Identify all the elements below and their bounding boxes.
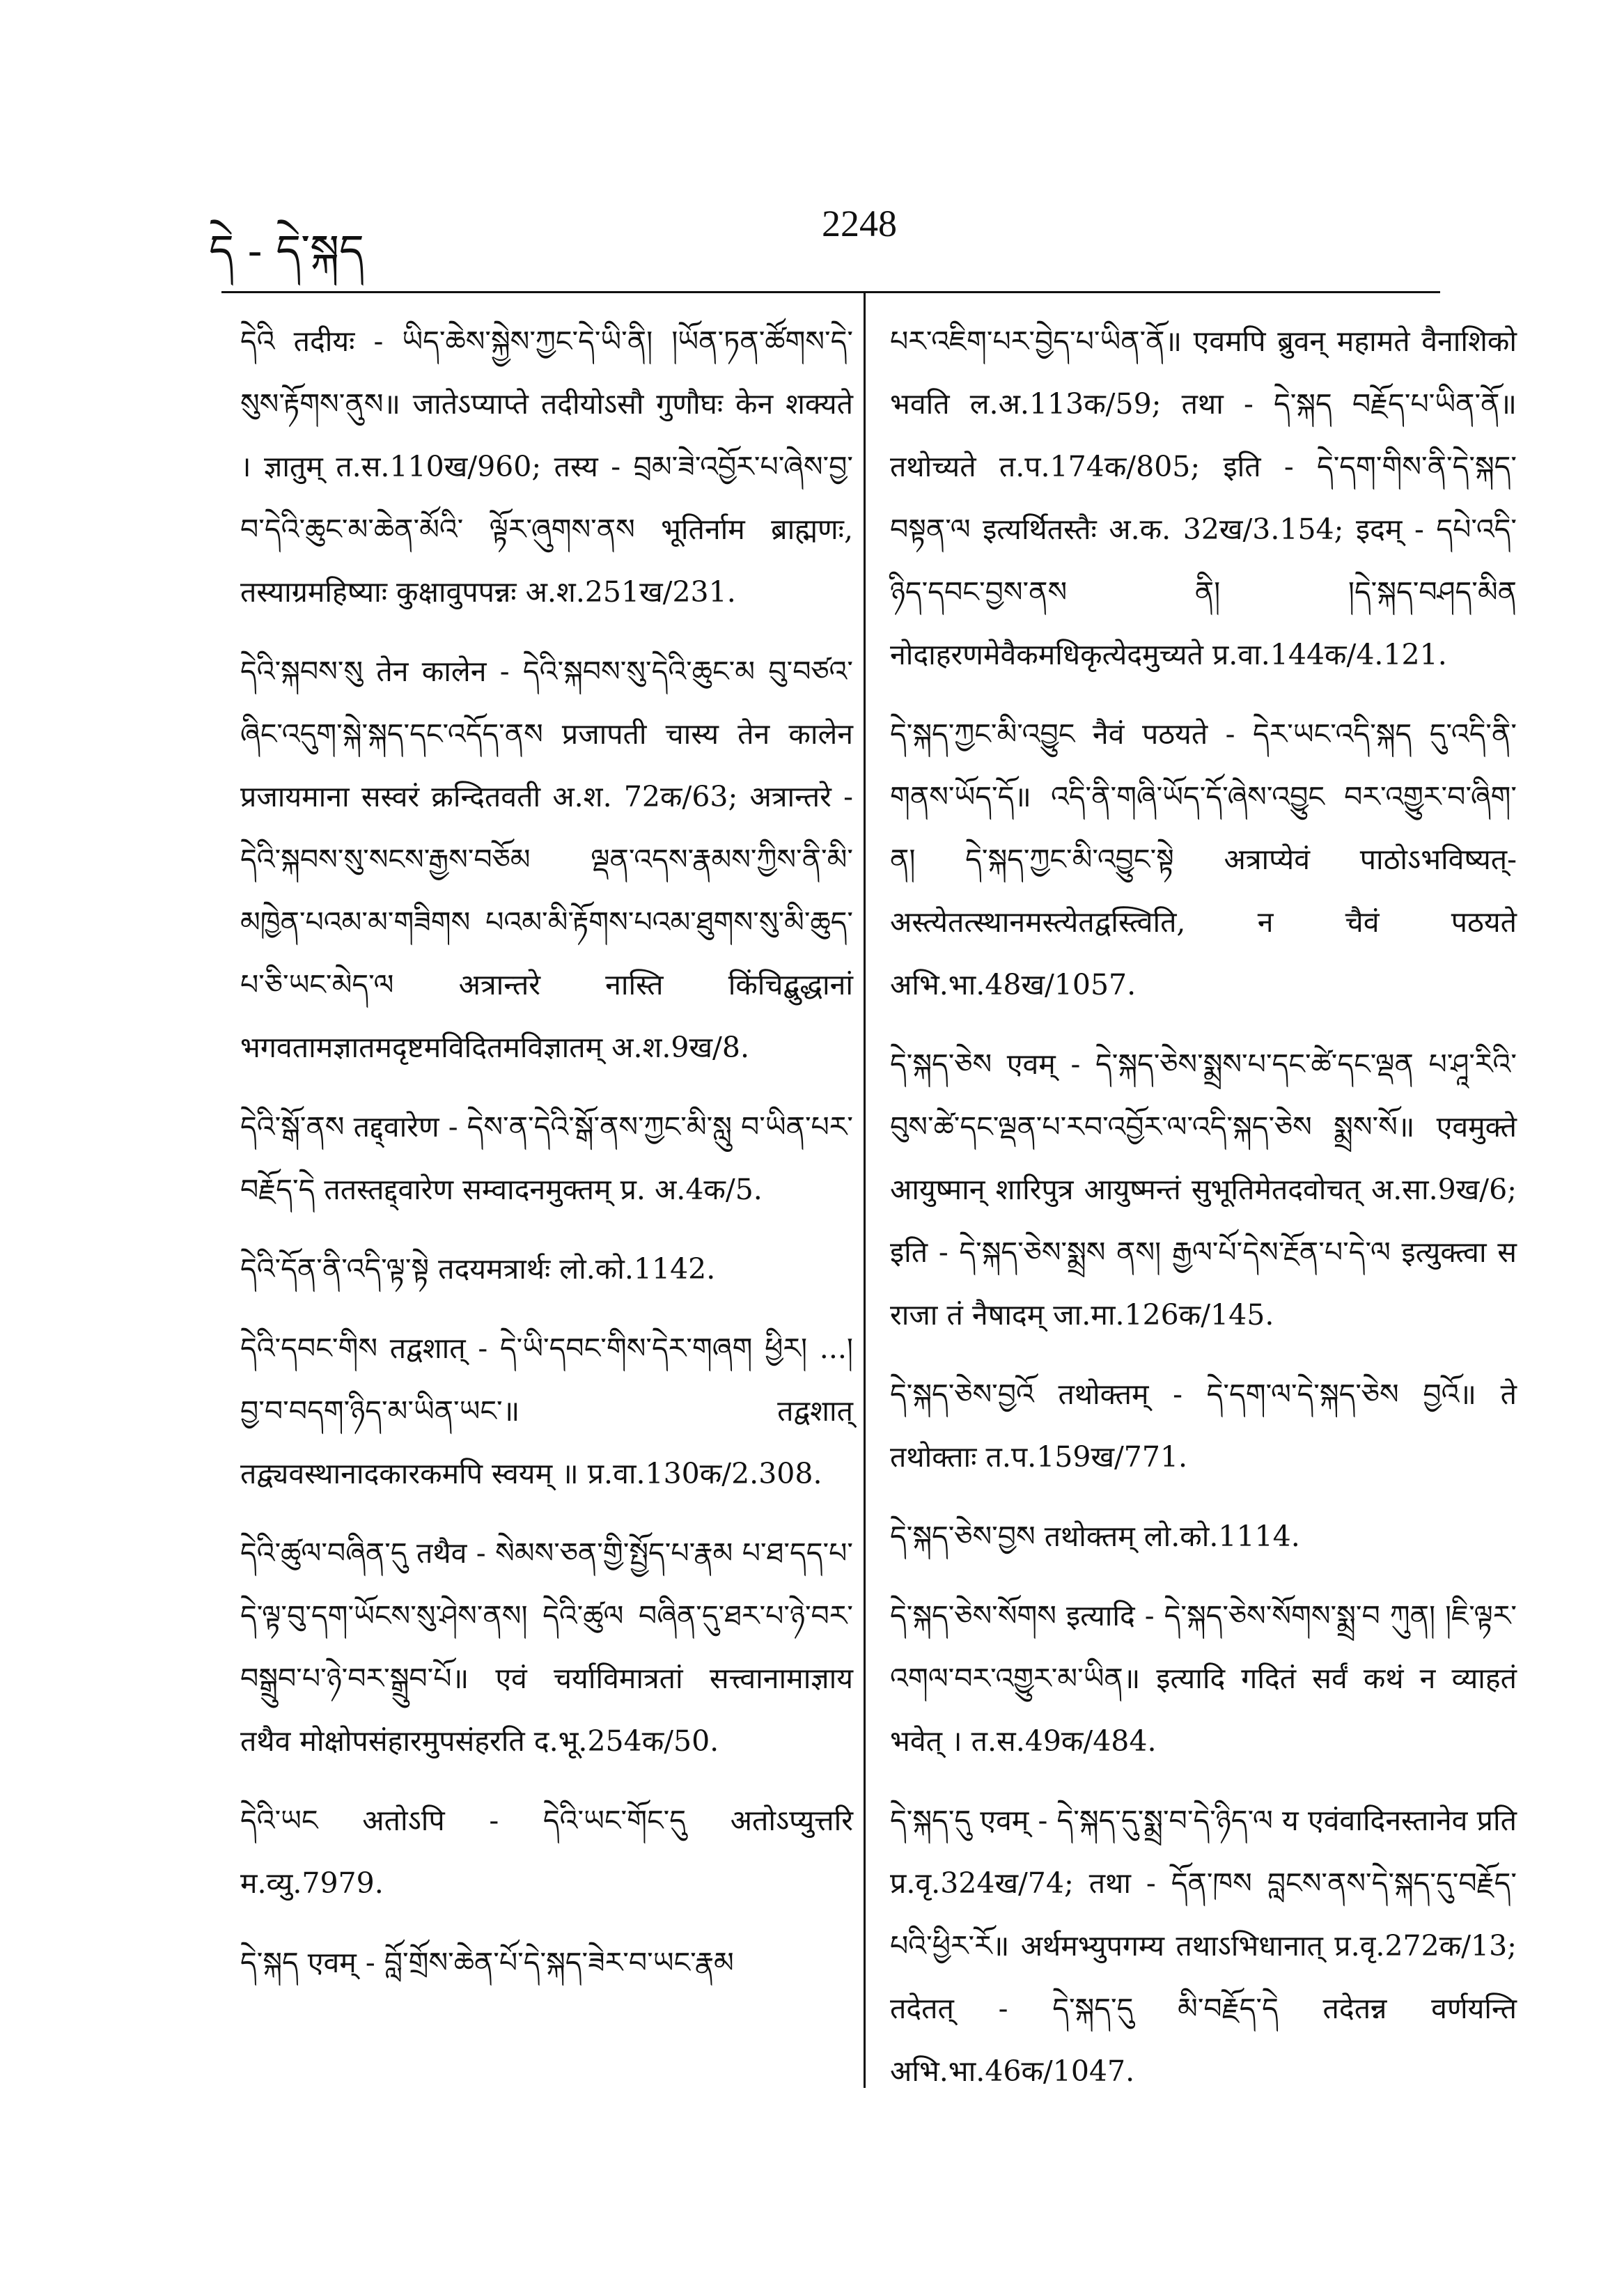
header-rule	[221, 291, 1440, 293]
right-column	[890, 310, 1517, 2119]
dictionary-entry: དེ་སྐད་ཅེས एवम् - དེ་སྐད་ཅེས་སྨྲས་པ་དང་ཚེ་དང་ལྡན པ་ཤཱ་རིའི་བུས་ཚེ་དང་ལྡན་པ་རབ་འབྱོར་ལ་འདི་སྐད་ཅེས སྨྲས་སོ॥ एवमुक्ते आयुष्मान् शारिपुत्र आयुष्मन्तं सुभूतिमेतदवोचत् अ.सा.9ख/6; इति - དེ་སྐད་ཅེས་སྨྲས ནས། རྒྱལ་པོ་དེས་རྔོན་པ་དེ་ལ इत्युक्त्वा स राजा तं नैषादम् जा.मा.126क/145.	[890, 1047, 1517, 1332]
page-header	[209, 202, 1455, 276]
page-number: 2248	[822, 203, 897, 244]
dictionary-entry: དེའི་དོན་ནི་འདི་ལྟ་སྟེ तदयमत्रार्थः लो.को.1142.	[240, 1252, 716, 1286]
dictionary-entry: དེ་སྐད་ཅེས་སོགས इत्यादि - དེ་སྐད་ཅེས་སོགས་སྨྲ་བ ཀུན། །ཇི་ལྟར་འགལ་བར་འགྱུར་མ་ཡིན॥ इत्यादि गदितं सर्वं कथं न व्याहतं भवेत् । त.स.49क/484.	[890, 1599, 1517, 1758]
dictionary-entry: དེའི་དབང་གིས तद्वशात् - དེ་ཡི་དབང་གིས་དེར་གཞག ཕྱིར། ...།བྱ་བ་བདག་ཉིད་མ་ཡིན་ཡང་॥ तद्वशात् तद्व्यवस्थानादकारकमपि स्वयम् ॥ प्र.वा.130क/2.308.	[240, 1332, 853, 1490]
dictionary-entry: པར་འཇིག་པར་བྱེད་པ་ཡིན་ནོ॥ एवमपि ब्रुवन् महामते वैनाशिको भवति ल.अ.113क/59; तथा - དེ་སྐད བརྗོད་པ་ཡིན་ནོ॥ तथोच्यते त.प.174क/805; इति - དེ་དག་གིས་ནི་དེ་སྐད་བསྟན་ལ इत्यर्थितस्तैः अ.क. 32ख/3.154; इदम् - དཔེ་འདི་ཉིད་དབང་བྱས་ནས ནི། །དེ་སྐད་བཤད་མིན नोदाहरणमेवैकमधिकृत्येदमुच्यते प्र.वा.144क/4.121.	[890, 325, 1517, 671]
dictionary-entry: དེ་སྐད་ཅེས་བྱའོ तथोक्तम् - དེ་དག་ལ་དེ་སྐད་ཅེས བྱའོ॥ ते तथोक्ताः त.प.159ख/771.	[890, 1378, 1517, 1474]
dictionary-entry: དེའི་ཚུལ་བཞིན་དུ तथैव - སེམས་ཅན་གྱི་སྤྱོད་པ་རྣམ པ་ཐ་དད་པ་དེ་ལྟ་བུ་དག་ཡོངས་སུ་ཤེས་ནས། དེའི་ཚུལ བཞིན་དུ་ཐར་པ་ཉེ་བར་བསྒྲུབ་པ་ཉེ་བར་སྒྲུབ་པོ॥ एवं चर्याविमात्रतां सत्त्वानामाज्ञाय तथैव मोक्षोपसंहारमुपसंहरति द.भू.254क/50.	[240, 1536, 853, 1758]
dictionary-entry: དེ་སྐད་དུ एवम् - དེ་སྐད་དུ་སྨྲ་བ་དེ་ཉིད་ལ य एवंवादिनस्तानेव प्रति प्र.वृ.324ख/74; तथा - དོན་ཁས བླངས་ནས་དེ་སྐད་དུ་བརྗོད་པའི་ཕྱིར་རོ॥ अर्थमभ्युपगम्य तथाऽभिधानात् प्र.वृ.272क/13; तदेतत् - དེ་སྐད་དུ མི་བརྗོད་དེ तदेतन्न वर्णयन्ति अभि.भा.46क/1047.	[890, 1804, 1517, 2088]
running-headword: དེ - དེ་སྐད	[209, 225, 364, 276]
dictionary-entry: དེའི་ཡང अतोऽपि - དེའི་ཡང་གོང་དུ अतोऽप्युत्तरि म.व्यु.7979.	[240, 1804, 853, 1900]
dictionary-entry: དེ་སྐད एवम् - བློ་གྲོས་ཆེན་པོ་དེ་སྐད་ཟེར་བ་ཡང་རྣམ	[240, 1946, 734, 1979]
dictionary-entry: དེའི तदीयः - ཡིད་ཆེས་སྐྱེས་ཀྱང་དེ་ཡི་ནི། །ཡོན་ཏན་ཚོགས་དེ་ སུས་རྟོགས་ནུས॥ जातेऽप्याप्ते तदीयोऽसौ गुणौघः केन शक्यते । ज्ञातुम् त.स.110ख/960; तस्य - བྲམ་ཟེ་འབྱོར་པ་ཞེས་བྱ་བ་དེའི་ཆུང་མ་ཆེན་མོའི་ ལྟོར་ཞུགས་ནས भूतिर्नाम ब्राह्मणः, तस्याग्रमहिष्याः कुक्षावुपपन्नः अ.श.251ख/231.	[240, 325, 853, 609]
dictionary-entry: དེ་སྐད་ཅེས་བྱས तथोक्तम् लो.को.1114.	[890, 1520, 1300, 1553]
column-divider	[864, 291, 866, 2088]
dictionary-entry: དེའི་སྒོ་ནས तद्द्वारेण - དེས་ན་དེའི་སྒོ་ནས་ཀྱང་མི་སླུ བ་ཡིན་པར་བརྗོད་དེ ततस्तद्द्वारेण सम्वादनमुक्तम् प्र. अ.4क/5.	[240, 1110, 853, 1206]
left-column	[240, 310, 853, 2011]
dictionary-entry: དེའི་སྐབས་སུ तेन कालेन - དེའི་སྐབས་སུ་དེའི་ཆུང་མ བུ་བཙའ་ཞིང་འདུག་སྐེ་སྐད་དང་འདོད་ནས प्रजापती चास्य तेन कालेन प्रजायमाना सस्वरं क्रन्दितवती अ.श. 72क/63; अत्रान्तरे - དེའི་སྐབས་སུ་སངས་རྒྱས་བཅོམ ལྡན་འདས་རྣམས་ཀྱིས་ནི་མི་མཁྱེན་པའམ་མ་གཟིགས པའམ་མི་རྟོགས་པའམ་ཐུགས་སུ་མི་ཆུད་པ་ཅི་ཡང་མེད་ལ अत्रान्तरे नास्ति किंचिद्बुद्धानां भगवतामज्ञातमदृष्टमविदितमविज्ञातम् अ.श.9ख/8.	[240, 655, 853, 1064]
dictionary-entry: དེ་སྐད་ཀྱང་མི་འབྱུང नैवं पठयते - དེར་ཡང་འདི་སྐད དུ་འདི་ནི་གནས་ཡོད་དོ॥ འདི་ནི་གཞི་ཡོད་དོ་ཞེས་འབྱུང བར་འགྱུར་བ་ཞིག་ན། དེ་སྐད་ཀྱང་མི་འབྱུང་སྟེ अत्राप्येवं पाठोऽभविष्यत्-अस्त्येतत्स्थानमस्त्येतद्वस्त्विति, न चैवं पठयते अभि.भा.48ख/1057.	[890, 717, 1517, 1001]
